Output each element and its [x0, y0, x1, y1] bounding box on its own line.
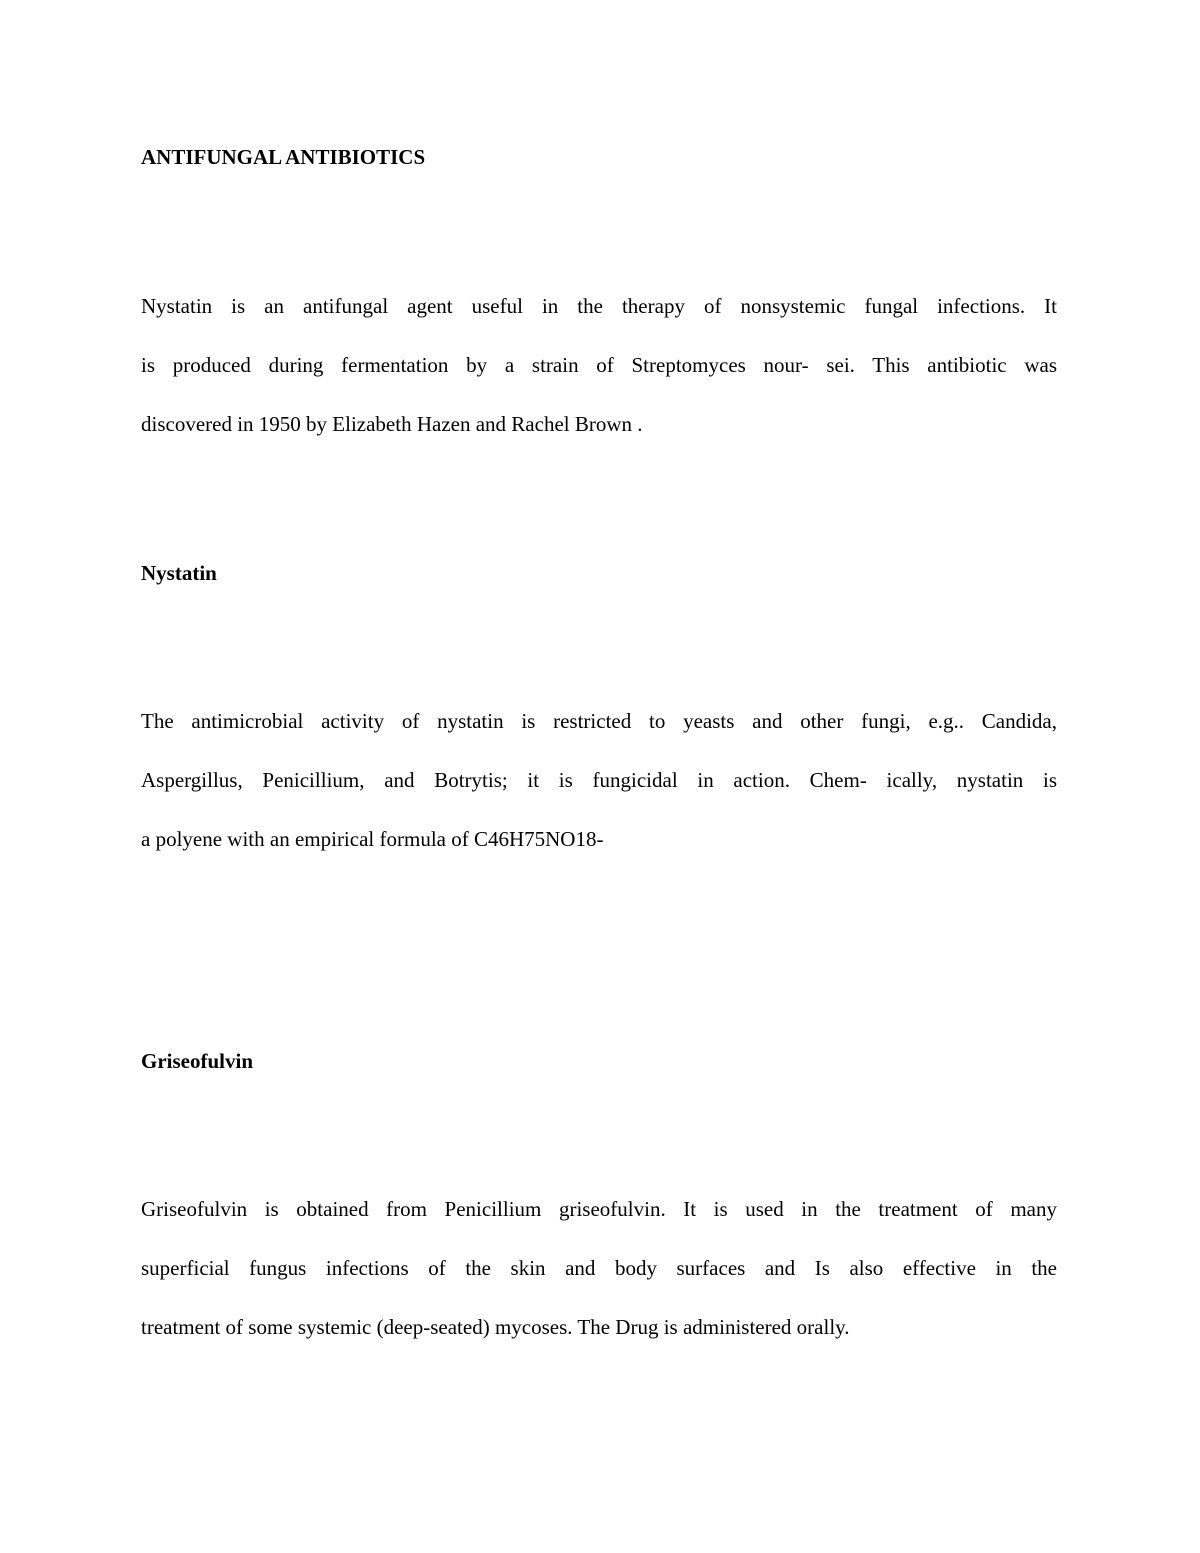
document-title: ANTIFUNGAL ANTIBIOTICS — [141, 145, 426, 169]
paragraph-line: The antimicrobial activity of nystatin is restricted to yeasts and other fungi, e.g.. Candida, — [141, 709, 1057, 733]
intro-paragraph — [141, 277, 1057, 454]
nystatin-paragraph — [141, 692, 1057, 869]
paragraph-line: discovered in 1950 by Elizabeth Hazen and Rachel Brown . — [141, 412, 643, 436]
paragraph-line: Griseofulvin is obtained from Penicillium griseofulvin. It is used in the treatment of many — [141, 1197, 1057, 1221]
paragraph-line: superficial fungus infections of the skin and body surfaces and Is also effective in the — [141, 1256, 1057, 1280]
section-heading-nystatin: Nystatin — [141, 561, 217, 585]
paragraph-line: Aspergillus, Penicillium, and Botrytis; it is fungicidal in action. Chem- ically, nystatin is — [141, 768, 1057, 792]
paragraph-line: is produced during fermentation by a strain of Streptomyces nour- sei. This antibiotic was — [141, 353, 1057, 377]
paragraph-line: treatment of some systemic (deep-seated) mycoses. The Drug is administered orally. — [141, 1315, 850, 1339]
paragraph-line: Nystatin is an antifungal agent useful in the therapy of nonsystemic fungal infections. It — [141, 294, 1057, 318]
griseofulvin-paragraph — [141, 1180, 1057, 1357]
section-heading-griseofulvin: Griseofulvin — [141, 1049, 254, 1073]
paragraph-line: a polyene with an empirical formula of C46H75NO18- — [141, 827, 604, 851]
